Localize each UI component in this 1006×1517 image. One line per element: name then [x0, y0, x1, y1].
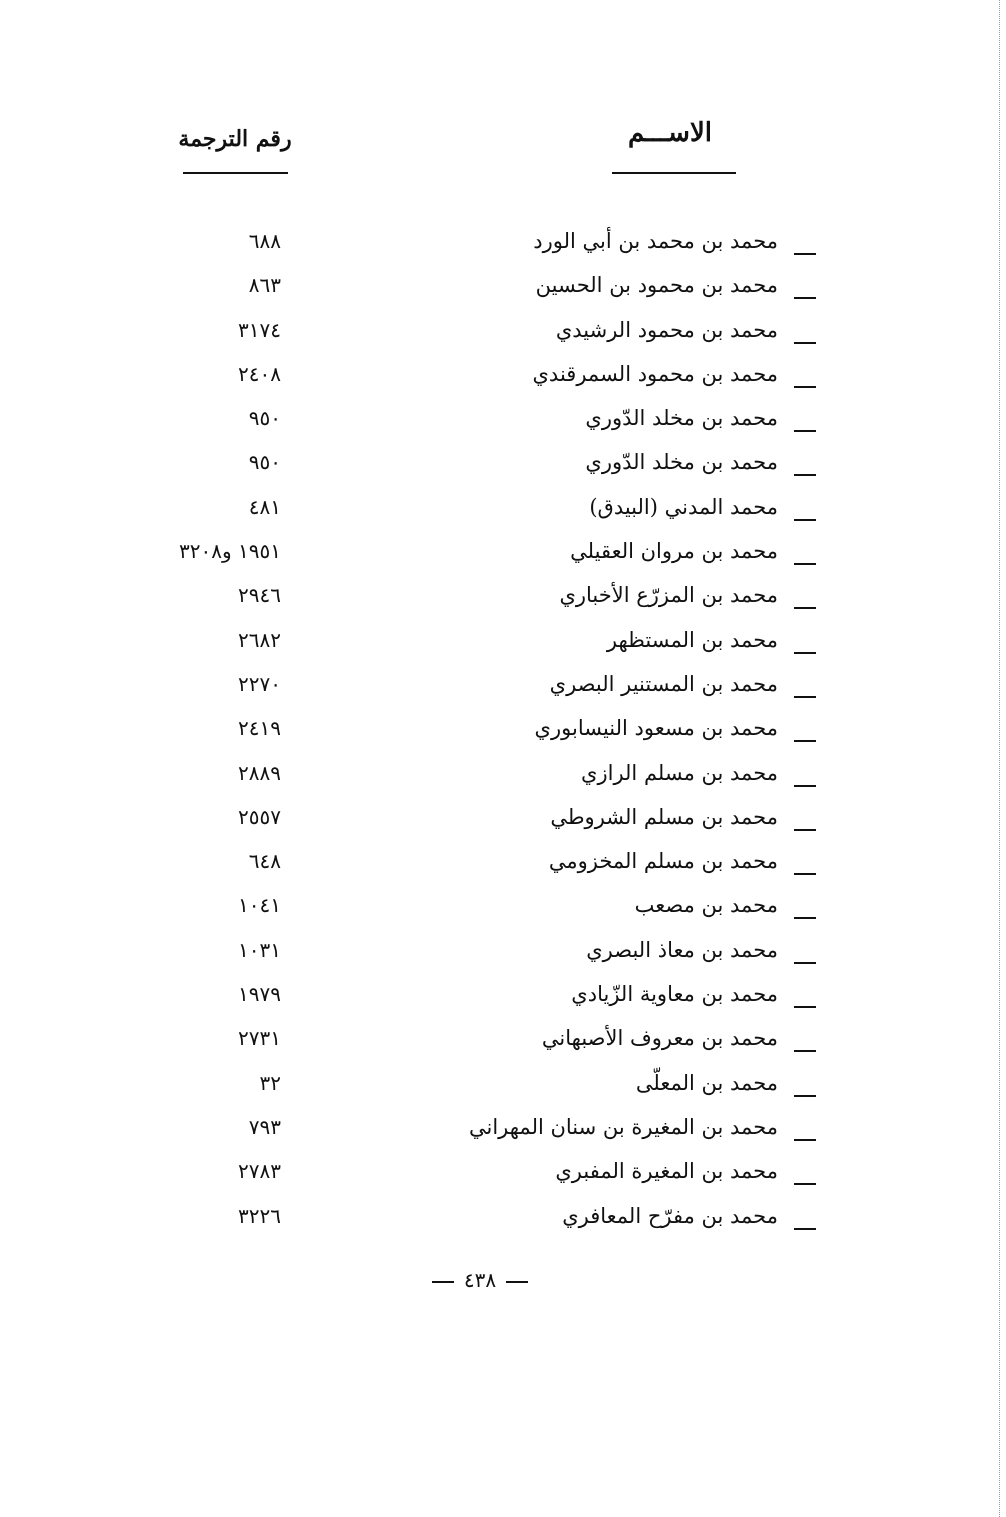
list-item: [0, 398, 1006, 442]
entry-dash: [794, 740, 816, 742]
entry-number: ٢٧٨٣: [238, 1159, 281, 1184]
entry-dash: [794, 962, 816, 964]
entry-name: محمد بن مسلم الشروطي: [550, 804, 778, 829]
list-item: [0, 1107, 1006, 1151]
entry-dash: [794, 253, 816, 255]
entry-number: ٢٤٠٨: [238, 361, 281, 386]
list-item: [0, 221, 1006, 265]
entry-number: ٩٥٠: [248, 450, 281, 475]
entry-dash: [794, 1050, 816, 1052]
list-item: [0, 841, 1006, 885]
name-column-header: الاســـم: [628, 118, 712, 148]
entry-name: محمد بن معاذ البصري: [586, 937, 778, 962]
entry-number: ٣٢: [259, 1070, 281, 1095]
list-item: [0, 620, 1006, 664]
entry-name: محمد بن معروف الأصبهاني: [541, 1026, 778, 1051]
entry-number: ٢٥٥٧: [238, 804, 281, 829]
entry-dash: [794, 696, 816, 698]
entry-number: ٣١٧٤: [238, 317, 281, 342]
entry-dash: [794, 1139, 816, 1141]
entry-dash: [794, 652, 816, 654]
number-header-underline: [183, 172, 288, 174]
entry-name: محمد بن محمود الرشيدي: [555, 317, 778, 342]
entry-name: محمد بن المغيرة المفبري: [555, 1159, 778, 1184]
list-item: [0, 664, 1006, 708]
entry-name: محمد بن مصعب: [634, 893, 778, 918]
list-item: [0, 575, 1006, 619]
entry-name: محمد بن مخلد الدّوري: [585, 406, 778, 431]
entry-number: ٣٢٢٦: [238, 1203, 281, 1228]
entry-name: محمد بن مفرّح المعافري: [562, 1203, 778, 1228]
entry-name: محمد بن مخلد الدّوري: [585, 450, 778, 475]
entry-dash: [794, 1183, 816, 1185]
entry-number: ١٠٣١: [238, 937, 281, 962]
list-item: [0, 354, 1006, 398]
list-item: [0, 1063, 1006, 1107]
entry-number: ١٩٧٩: [238, 982, 281, 1007]
name-header-underline: [612, 172, 736, 174]
entry-name: محمد المدني (البيدق): [589, 494, 778, 519]
entry-dash: [794, 519, 816, 521]
page-number: ٤٣٨: [463, 1268, 497, 1292]
entry-number: ٤٨١: [248, 494, 281, 519]
entry-name: محمد بن محمود بن الحسين: [535, 273, 778, 298]
entry-dash: [794, 607, 816, 609]
entry-number: ٦٨٨: [248, 229, 281, 253]
entry-dash: [794, 917, 816, 919]
list-item: [0, 753, 1006, 797]
entry-number: ٢٢٧٠: [238, 671, 281, 696]
list-item: [0, 442, 1006, 486]
entry-dash: [794, 873, 816, 875]
entry-name: محمد بن المعلّى: [635, 1070, 778, 1095]
entry-number: ٢٧٣١: [238, 1026, 281, 1051]
entry-name: محمد بن معاوية الزّيادي: [571, 982, 778, 1007]
scan-edge-line: [998, 0, 1000, 1517]
entry-name: محمد بن مسلم المخزومي: [548, 849, 778, 874]
list-item: [0, 1151, 1006, 1195]
entry-dash: [794, 430, 816, 432]
entry-dash: [794, 1228, 816, 1230]
entry-name: محمد بن المزرّع الأخباري: [559, 583, 778, 608]
entry-dash: [794, 297, 816, 299]
entry-dash: [794, 1095, 816, 1097]
entry-number: ٦٤٨: [248, 849, 281, 874]
list-item: [0, 531, 1006, 575]
entry-name: محمد بن محمود السمرقندي: [532, 361, 778, 386]
entry-name: محمد بن محمد بن أبي الورد: [533, 229, 778, 253]
entry-number: ٢٩٤٦: [238, 583, 281, 608]
entry-name: محمد بن المستظهر: [606, 627, 778, 652]
entry-dash: [794, 829, 816, 831]
list-item: [0, 487, 1006, 531]
list-item: [0, 1018, 1006, 1062]
number-column-header: رقم الترجمة: [178, 126, 292, 152]
entry-number: ١٠٤١: [238, 893, 281, 918]
list-item: [0, 974, 1006, 1018]
entry-dash: [794, 563, 816, 565]
entry-name: محمد بن مسلم الرازي: [581, 760, 778, 785]
list-item: [0, 708, 1006, 752]
list-item: [0, 265, 1006, 309]
list-item: [0, 797, 1006, 841]
entry-number: ٩٥٠: [248, 406, 281, 431]
entry-dash: [794, 1006, 816, 1008]
entry-number: ١٩٥١ و٣٢٠٨: [179, 539, 281, 564]
entry-dash: [794, 474, 816, 476]
entry-dash: [794, 386, 816, 388]
list-item: [0, 885, 1006, 929]
footer-dash: [506, 1281, 528, 1283]
entry-name: محمد بن مسعود النيسابوري: [534, 716, 778, 741]
entry-name: محمد بن مروان العقيلي: [570, 539, 778, 564]
entry-dash: [794, 342, 816, 344]
entry-name: محمد بن المستنير البصري: [549, 671, 778, 696]
footer-dash: [432, 1281, 454, 1283]
list-item: [0, 310, 1006, 354]
list-item: [0, 930, 1006, 974]
entry-number: ٧٩٣: [248, 1114, 281, 1139]
entry-dash: [794, 785, 816, 787]
entry-number: ٨٦٣: [248, 273, 281, 298]
page-number-footer: [380, 1268, 580, 1292]
entries-list: [0, 221, 1006, 1240]
entry-number: ٢٨٨٩: [238, 760, 281, 785]
list-item: [0, 1196, 1006, 1240]
entry-number: ٢٦٨٢: [238, 627, 281, 652]
entry-name: محمد بن المغيرة بن سنان المهراني: [468, 1114, 778, 1139]
entry-number: ٢٤١٩: [238, 716, 281, 741]
